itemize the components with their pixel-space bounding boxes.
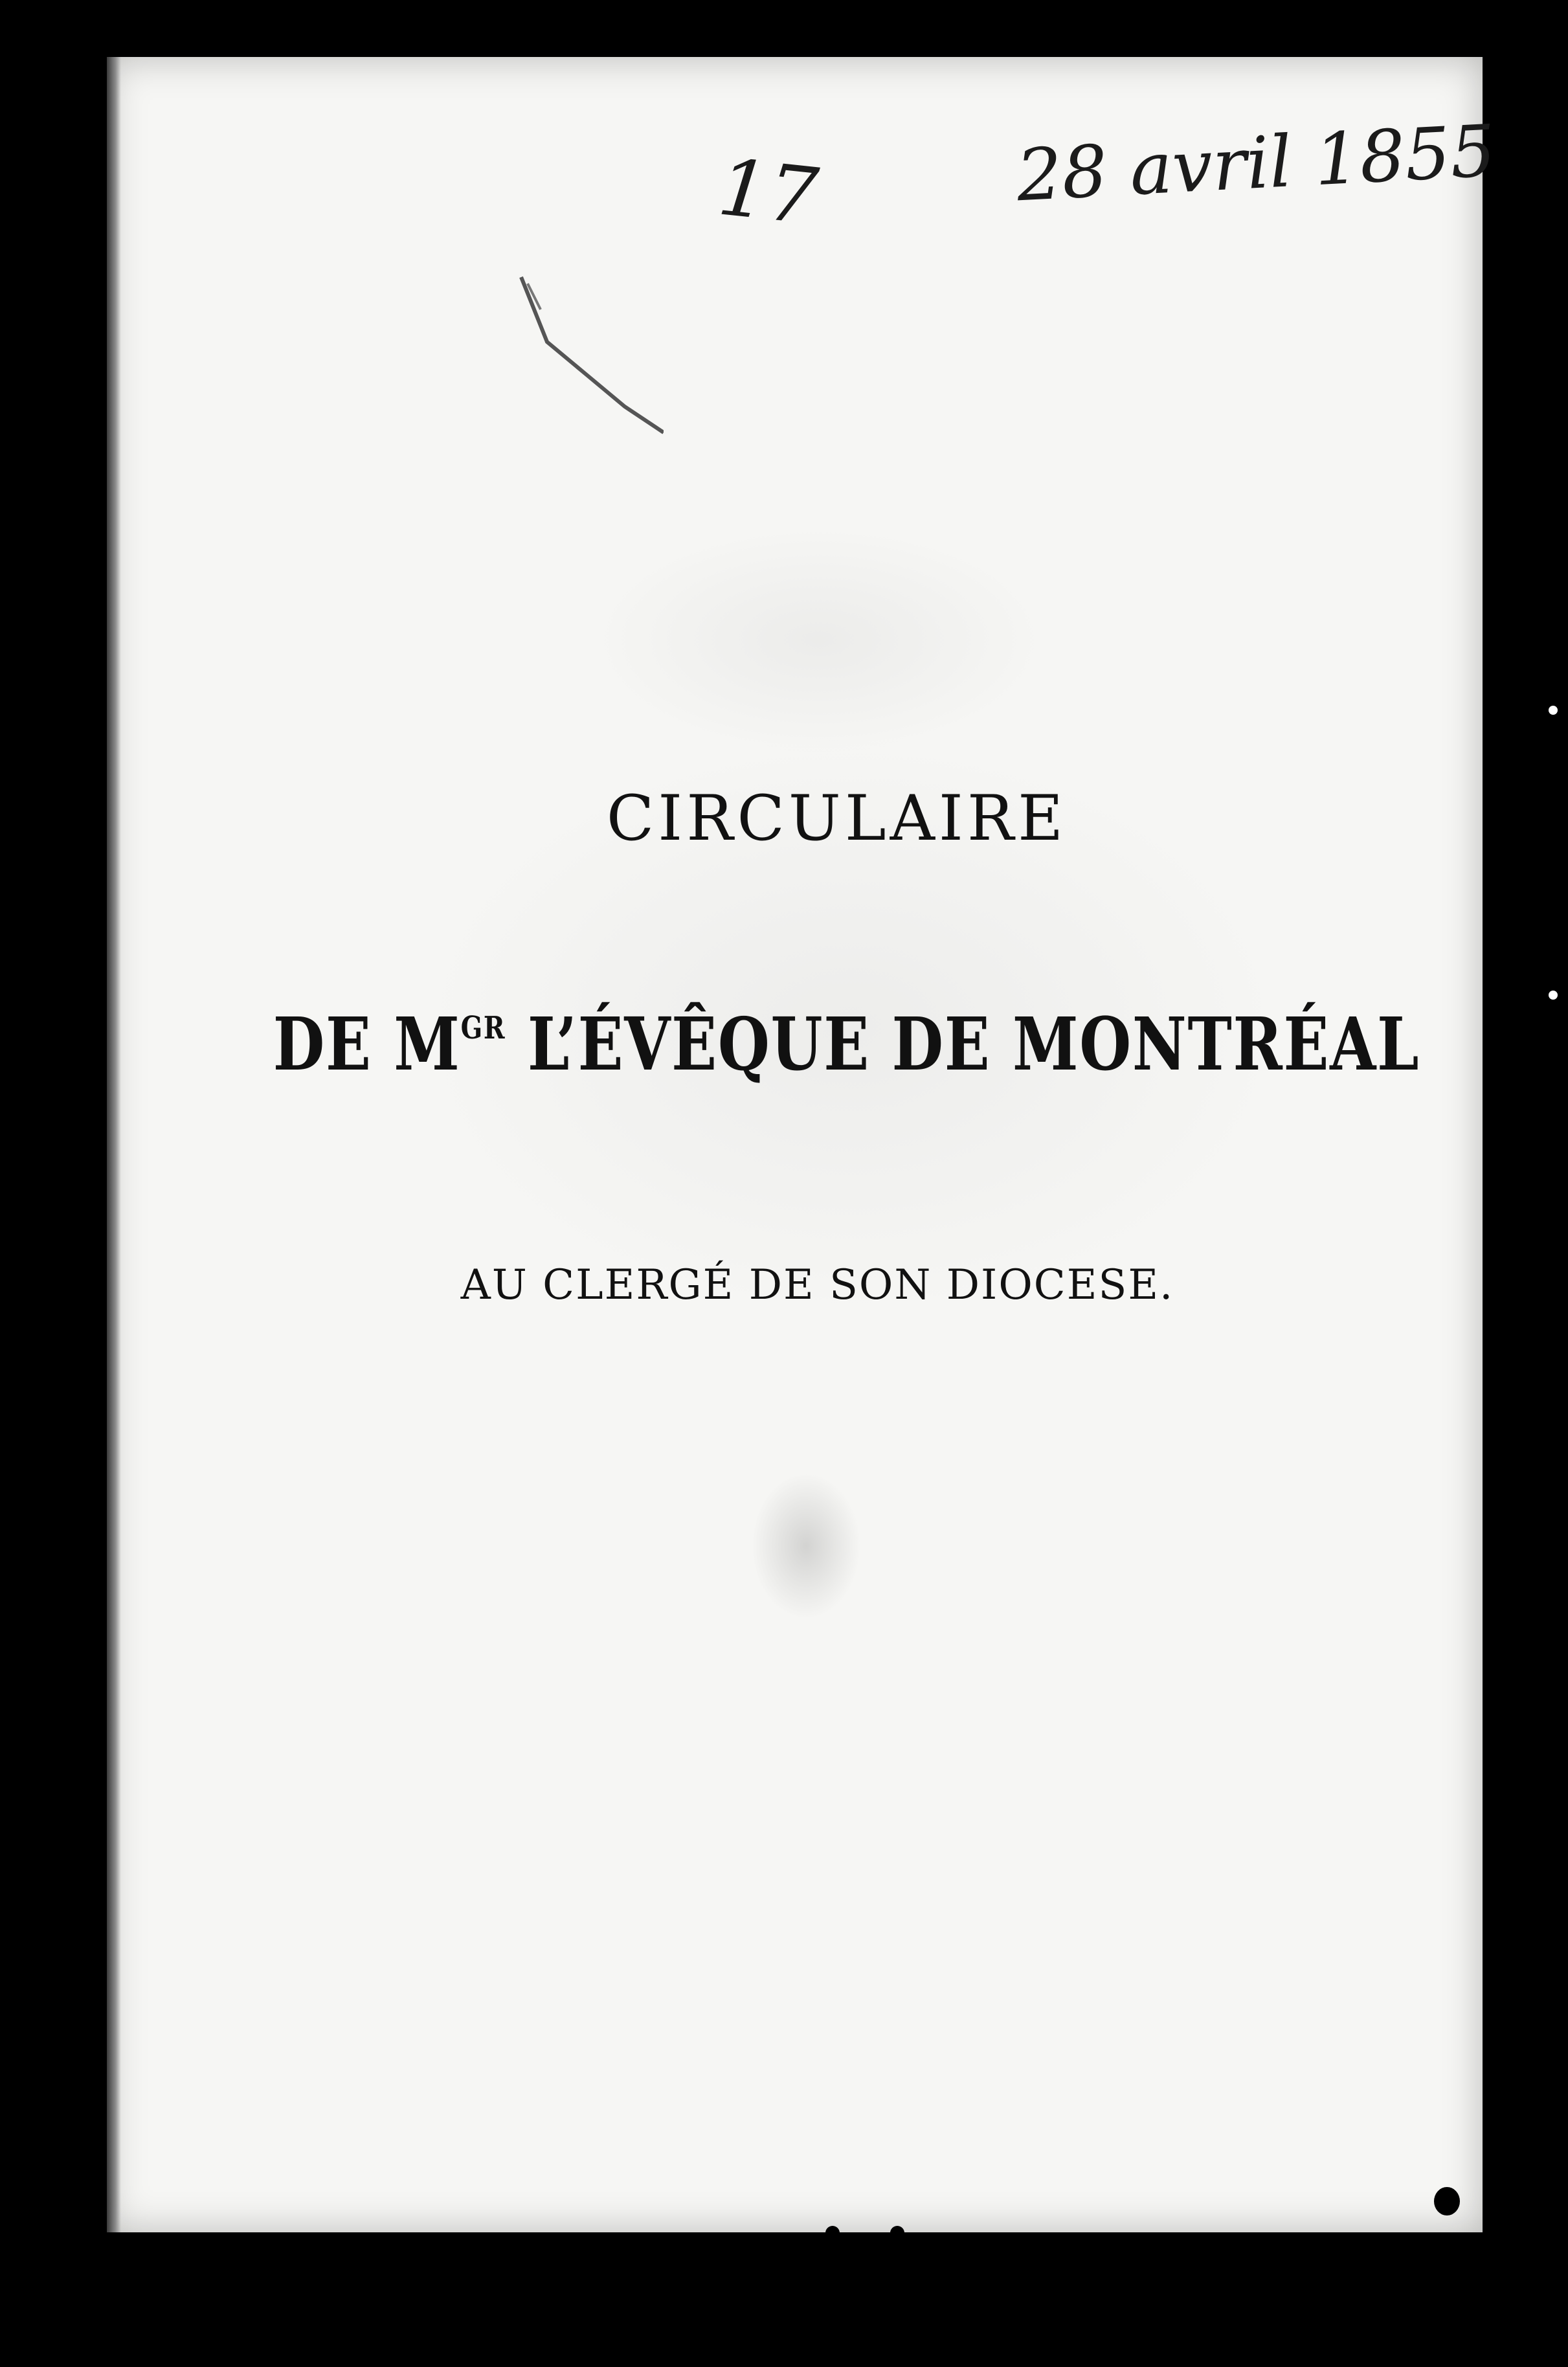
title-de-m: DE M bbox=[273, 1002, 461, 1087]
ink-speck bbox=[1434, 2187, 1460, 2216]
title-circulaire: CIRCULAIRE bbox=[606, 782, 1068, 855]
edge-speck bbox=[1549, 706, 1558, 715]
handwritten-number: 17 bbox=[714, 142, 822, 243]
document-page bbox=[107, 57, 1498, 2232]
edge-speck bbox=[13, 803, 25, 814]
ink-speck bbox=[825, 2226, 840, 2240]
page-spine-edge bbox=[107, 57, 121, 2232]
handwritten-date: 28 avril 1855 bbox=[1014, 109, 1498, 218]
title-mgr-superscript: GR bbox=[460, 1010, 506, 1046]
title-eveque-text: L’ÉVÊQUE DE MONTRÉAL bbox=[506, 1002, 1420, 1087]
edge-speck bbox=[1549, 991, 1558, 1000]
ink-speck bbox=[890, 2226, 904, 2240]
title-eveque-montreal bbox=[230, 1002, 1420, 1087]
pencil-mark bbox=[392, 238, 664, 445]
title-clerge-diocese: AU CLERGÉ DE SON DIOCESE. bbox=[460, 1261, 1174, 1309]
